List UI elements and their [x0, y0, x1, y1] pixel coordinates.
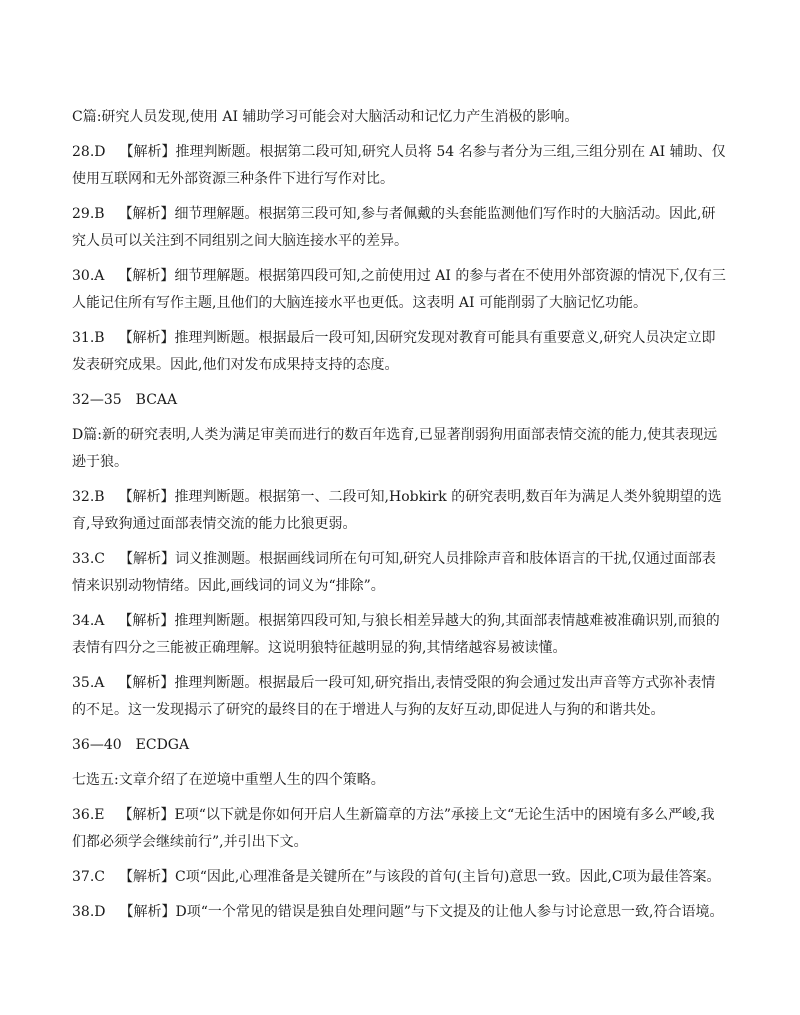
answer-item-35: [72, 670, 728, 724]
answer-number: 31.B: [72, 330, 105, 346]
passage-summary-d: [72, 422, 728, 476]
explanation-text: 【解析】细节理解题。根据第三段可知,参与者佩戴的头套能监测他们写作时的大脑活动。因此,研究人员可以关注到不同组别之间大脑连接水平的差异。: [72, 206, 716, 249]
answer-number: 37.C: [72, 869, 105, 885]
explanation-text: 【解析】细节理解题。根据第四段可知,之前使用过 AI 的参与者在不使用外部资源的情况下,仅有三人能记住所有写作主题,且他们的大脑连接水平也更低。这表明 AI 可能削弱了大脑记忆功能。: [72, 268, 726, 311]
summary-text: 七选五:文章介绍了在逆境中重塑人生的四个策略。: [72, 772, 385, 788]
passage-summary-c: [72, 104, 728, 131]
answer-number: 32.B: [72, 489, 105, 505]
answer-number: 29.B: [72, 206, 105, 222]
explanation-text: 【解析】推理判断题。根据第四段可知,与狼长相差异越大的狗,其面部表情越难被准确识别,而狼的表情有四分之三能被正确理解。这说明狼特征越明显的狗,其情绪越容易被读懂。: [72, 613, 720, 656]
answer-number: 28.D: [72, 144, 106, 160]
answer-explanations: [72, 104, 728, 934]
answer-item-36: [72, 802, 728, 856]
explanation-text: 【解析】推理判断题。根据最后一段可知,研究指出,表情受限的狗会通过发出声音等方式弥补表情的不足。这一发现揭示了研究的最终目的在于增进人与狗的友好互动,即促进人与狗的和谐共处。: [72, 675, 716, 718]
answer-item-31: [72, 325, 728, 379]
question-range: 36—40: [72, 737, 122, 753]
answer-key-32-35: [72, 387, 728, 414]
answer-item-33: [72, 546, 728, 600]
answer-item-28: [72, 139, 728, 193]
summary-text: D篇:新的研究表明,人类为满足审美而进行的数百年选育,已显著削弱狗用面部表情交流的能力,使其表现远逊于狼。: [72, 427, 718, 470]
answer-key-36-40: [72, 732, 728, 759]
answer-item-30: [72, 263, 728, 317]
explanation-text: 【解析】推理判断题。根据第二段可知,研究人员将 54 名参与者分为三组,三组分别在 AI 辅助、仅使用互联网和无外部资源三种条件下进行写作对比。: [72, 144, 726, 187]
answer-number: 30.A: [72, 268, 105, 284]
answer-item-29: [72, 201, 728, 255]
answer-number: 35.A: [72, 675, 105, 691]
answer-item-34: [72, 608, 728, 662]
explanation-text: 【解析】推理判断题。根据最后一段可知,因研究发现对教育可能具有重要意义,研究人员决定立即发表研究成果。因此,他们对发布成果持支持的态度。: [72, 330, 716, 373]
answer-number: 36.E: [72, 807, 105, 823]
answer-item-37: [72, 864, 728, 891]
passage-summary-seven-choose-five: [72, 767, 728, 794]
explanation-text: 【解析】推理判断题。根据第一、二段可知,Hobkirk 的研究表明,数百年为满足人类外貌期望的选育,导致狗通过面部表情交流的能力比狼更弱。: [72, 489, 722, 532]
explanation-text: 【解析】E项“以下就是你如何开启人生新篇章的方法”承接上文“无论生活中的困境有多么严峻,我们都必须学会继续前行”,并引出下文。: [72, 807, 715, 850]
answer-number: 33.C: [72, 551, 105, 567]
answer-number: 38.D: [72, 904, 106, 920]
answer-letters: ECDGA: [135, 737, 190, 753]
question-range: 32—35: [72, 392, 122, 408]
answer-letters: BCAA: [135, 392, 178, 408]
explanation-text: 【解析】C项“因此,心理准备是关键所在”与该段的首句(主旨句)意思一致。因此,C项为最佳答案。: [118, 869, 721, 885]
answer-item-32: [72, 484, 728, 538]
summary-text: C篇:研究人员发现,使用 AI 辅助学习可能会对大脑活动和记忆力产生消极的影响。: [72, 109, 579, 125]
explanation-text: 【解析】词义推测题。根据画线词所在句可知,研究人员排除声音和肢体语言的干扰,仅通过面部表情来识别动物情绪。因此,画线词的词义为“排除”。: [72, 551, 716, 594]
answer-item-38: [72, 899, 728, 926]
explanation-text: 【解析】D项“一个常见的错误是独自处理问题”与下文提及的让他人参与讨论意思一致,符合语境。: [119, 904, 724, 920]
answer-number: 34.A: [72, 613, 105, 629]
